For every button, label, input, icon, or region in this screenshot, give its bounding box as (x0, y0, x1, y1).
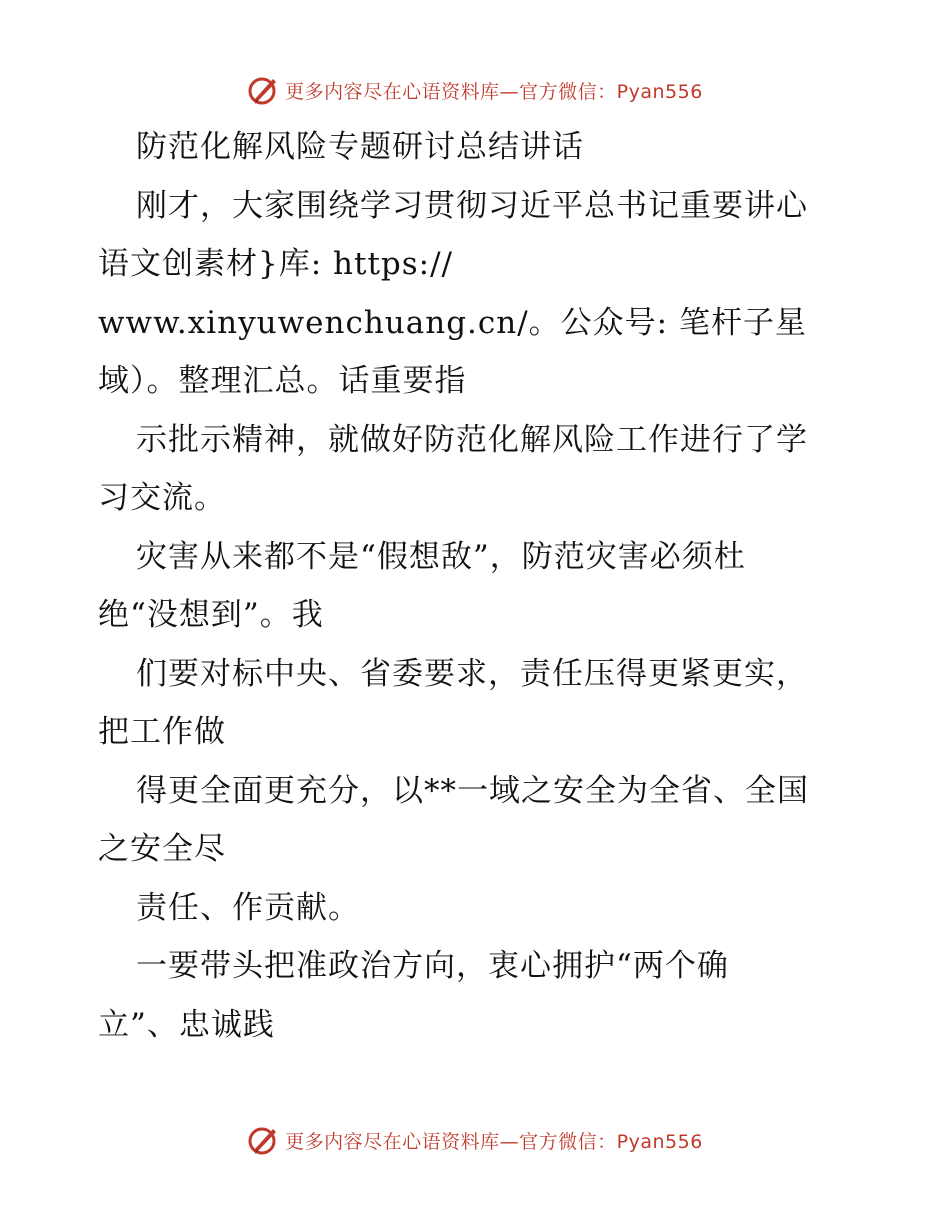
text-line: 立”、忠诚践 (98, 1006, 275, 1043)
text-line: 一要带头把准政治方向，衷心拥护“两个确 (136, 948, 729, 984)
text-line: www.xinyuwenchuang.cn/。公众号: 笔杆子星 (98, 304, 807, 341)
text-line: 域）。整理汇总。话重要指 (98, 363, 467, 399)
text-line: 示批示精神，就做好防范化解风险工作进行了学 (136, 421, 808, 458)
text-line: 灾害从来都不是“假想敌”，防范灾害必须杜 (136, 538, 746, 575)
banner-contact: Pyan556 (616, 80, 703, 103)
banner-text: 更多内容尽在心语资料库—官方微信：Pyan556 (285, 80, 703, 103)
document-title: 防范化解风险专题研讨总结讲话 (136, 129, 584, 165)
quill-pen-circle-icon (247, 73, 281, 107)
banner-text: 更多内容尽在心语资料库—官方微信：Pyan556 (285, 1130, 703, 1153)
text-line: 得更全面更充分，以**一域之安全为全省、全国 (136, 772, 809, 809)
footer-banner (0, 1120, 950, 1160)
text-line: 习交流。 (98, 480, 226, 516)
text-line: 绝“没想到”。我 (98, 597, 324, 633)
text-line: 责任、作贡献。 (136, 889, 360, 926)
quill-pen-circle-icon (247, 1123, 281, 1157)
header-banner (0, 70, 950, 110)
text-line: 们要对标中央、省委要求，责任压得更紧更实， (136, 655, 808, 692)
text-line: 语文创素材}库: https:// (98, 246, 453, 282)
text-line: 之安全尽 (98, 831, 226, 867)
document-body (98, 118, 858, 1054)
banner-contact: Pyan556 (616, 1130, 703, 1153)
text-line: 刚才，大家围绕学习贯彻习近平总书记重要讲心 (136, 187, 808, 224)
text-line: 把工作做 (98, 714, 226, 750)
